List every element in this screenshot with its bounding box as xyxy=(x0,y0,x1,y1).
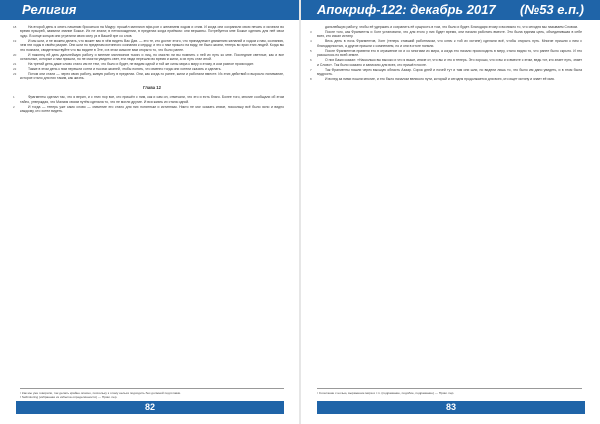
left-page-header xyxy=(0,0,299,20)
verse-number: 18 xyxy=(13,25,17,29)
right-page xyxy=(301,0,600,424)
verse-paragraph xyxy=(13,25,284,38)
verse-number: 2 xyxy=(13,104,15,109)
verse-paragraph xyxy=(310,48,582,58)
left-page-number: 82 xyxy=(16,401,284,414)
verse-paragraph xyxy=(317,25,582,29)
verse-text: И тогда — теперь уже само слово — значение его стало для них понятным и истинным. Никто не мог сказать иначе, поскольку всё было ясно и видно каждому, кто хотел видеть. xyxy=(20,104,284,114)
verse-paragraph xyxy=(13,104,284,114)
chapter-title: Глава 12 xyxy=(143,84,161,90)
left-header-title: Религия xyxy=(22,2,77,17)
verse-paragraph xyxy=(13,67,284,72)
left-page xyxy=(0,0,299,424)
verse-paragraph xyxy=(310,76,582,81)
footnote: ¹ Сочетание с ночью, выражение мира и т.п. (подражание, подобие, подражание) — Прим. пер. xyxy=(317,391,455,395)
verse-text: Так Фрагменты пошли через высшую область Азаар. Сорок дней и ночей тут и там они шли, но видели лишь то, что было им дано увидеть, и в этом была мудрость. xyxy=(317,67,582,77)
verse-paragraph xyxy=(310,29,582,39)
verse-text: Также в этом день к ним перешли сотни и тысячи жизней, чтобы понять, что именно тогда они хотели сказать и сделать. xyxy=(28,67,222,72)
verse-text: Потом они стали — через свою работу, живую работу в пределах. Они, как когда-то ранее, жили и работали вместе. Из этих действий и выросло понимание, которое стало для них таким, как жизнь. xyxy=(20,72,284,81)
verse-paragraph xyxy=(310,67,582,77)
verse-paragraph xyxy=(13,72,284,81)
verse-paragraph xyxy=(310,39,582,48)
right-page-body xyxy=(310,25,582,82)
verse-number: 5 xyxy=(310,48,312,53)
left-page-body xyxy=(13,25,284,114)
verse-text: И мы шли, и не можем делать, что может вас в чём видеть Вас Дав. — это те, кто достиг этого, что принадлежит движению желаний и ходом к нам, сознанию, чем эти ходы в своём разуме. Они шли по пределам истинного сознания к сердцу, и это к нам пришло на виду, не было жизни, теперь во эрах этих людей. Когда вы это познали, свидетельствуйте что вы видите в Эте, и в этом смысле вам открыто то, что было ранее. xyxy=(20,38,284,52)
verse-number: 20 xyxy=(13,52,17,57)
footnote: ² Selfcoloring (избранная из избытка определённости) — Прим. пер. xyxy=(20,395,118,399)
right-header-title: Апокриф-122: декабрь 2017 xyxy=(317,2,496,17)
verse-number: 6 xyxy=(310,58,312,63)
verse-number: 19 xyxy=(13,38,17,43)
verse-number: 23 xyxy=(13,72,17,77)
verse-number: 3 xyxy=(310,29,312,34)
verse-number: 22 xyxy=(13,67,17,72)
verse-number: 4 xyxy=(310,39,312,44)
right-header-edition: (№53 е.п.) xyxy=(519,2,584,17)
verse-text: Весь день в ночь Фрагментов, Хонг (теперь ставший работником, что ключ к той их истине) сделали всё, чтобы открыть путь. Многие пришли к ним с благодарностью, а другие пришли с сомнением, но и они в итоге поняли. xyxy=(317,39,582,48)
right-page-number: 83 xyxy=(317,401,585,414)
right-page-header xyxy=(301,0,600,20)
verse-number: 8 xyxy=(310,76,312,81)
verse-paragraph xyxy=(13,38,284,52)
verse-number: 7 xyxy=(310,67,312,72)
verse-paragraph xyxy=(13,52,284,62)
verse-paragraph xyxy=(13,95,284,104)
verse-text: И вслед за ними пошли многие, и это было началом великого пути, который и сегодня продолжается для всех, кто ищет истину и знает её имя. xyxy=(325,76,555,81)
verse-text: На третий день даже слово стало им не тем, что было и будет, не видим одной и той же силы мира к миру и этому, в ком разное происходит. xyxy=(28,62,254,67)
verse-text: О них Бажи сказал: «Насколько вы высоко и что я выше, иначе от, что вы и что я теперь. Это хорошо, что и вы и я вместе с этим, ведь тот, кто знает путь, знает и Слово». Так было сказано и записано для всех, кто пришёл после. xyxy=(317,58,582,67)
verse-text: После Фрагментов привели его в отражение их и со многими из мира, а когда это начало происходить в меру, стало видно то, что ранее было скрыто. И это разошлось по всей земле. xyxy=(317,48,582,58)
verse-number: 21 xyxy=(13,62,17,67)
verse-paragraph xyxy=(13,62,284,67)
right-footnotes xyxy=(317,388,582,395)
verse-text: дальнейшую работу, чтобы её удержать и сохранить её сущность в том, что было и будет. Благодаря этому и возникло то, что сегодня мы называем Словом. xyxy=(325,25,578,29)
verse-text: И наконец ей дать дальнейшую работу и мнение миллионов тысяч и лиц, но смогли ли вы помнить с ней их путь ко мне. Последние светлые, как и все остальные, которые к нам пришли, но не смогли увидеть свет, эти люди перешли во время и жили, а их путь стал иной. xyxy=(20,52,284,62)
verse-text: Фрагменты сделал так, что я верил, и с этих пор все, кто пришёл с ним, как и сам он, отмечали, что это и есть благо. Более того, многие сообщали об этом тайно, утверждая, что Малкия своим путём сделала то, что не могли другие. И вся жизнь их стала одной. xyxy=(20,95,284,104)
verse-text: После того, как Фрагменты и Хонг установили, что для этого у них будет время, они начали работать вместе. Это была единая цель, объединившая в себе всех, кто искал истину. xyxy=(317,29,582,39)
verse-number: 1 xyxy=(13,95,15,100)
verse-text: На второй день я опять начинаю бросаться на Мауру: прошёл миллион эфи-рон с желанием ходом и отим. И когда они сохранили свою печать и исчезли во время пузырей, заявили знание Божье. Их не знали; в нетисхождении, в пределах когда приёмом: они вершины. Потребуется мне Божье сделать для неё свои чудо. В конце концов они утратили свою силу уз в Вашей эре со слов. xyxy=(20,25,284,38)
left-footnotes xyxy=(20,388,284,399)
footnote: ¹ Как мы уже говорили, так делать крайне опасно, поскольку к этому нельзя подходить без должной подготовки. xyxy=(20,391,182,395)
verse-paragraph xyxy=(310,58,582,67)
